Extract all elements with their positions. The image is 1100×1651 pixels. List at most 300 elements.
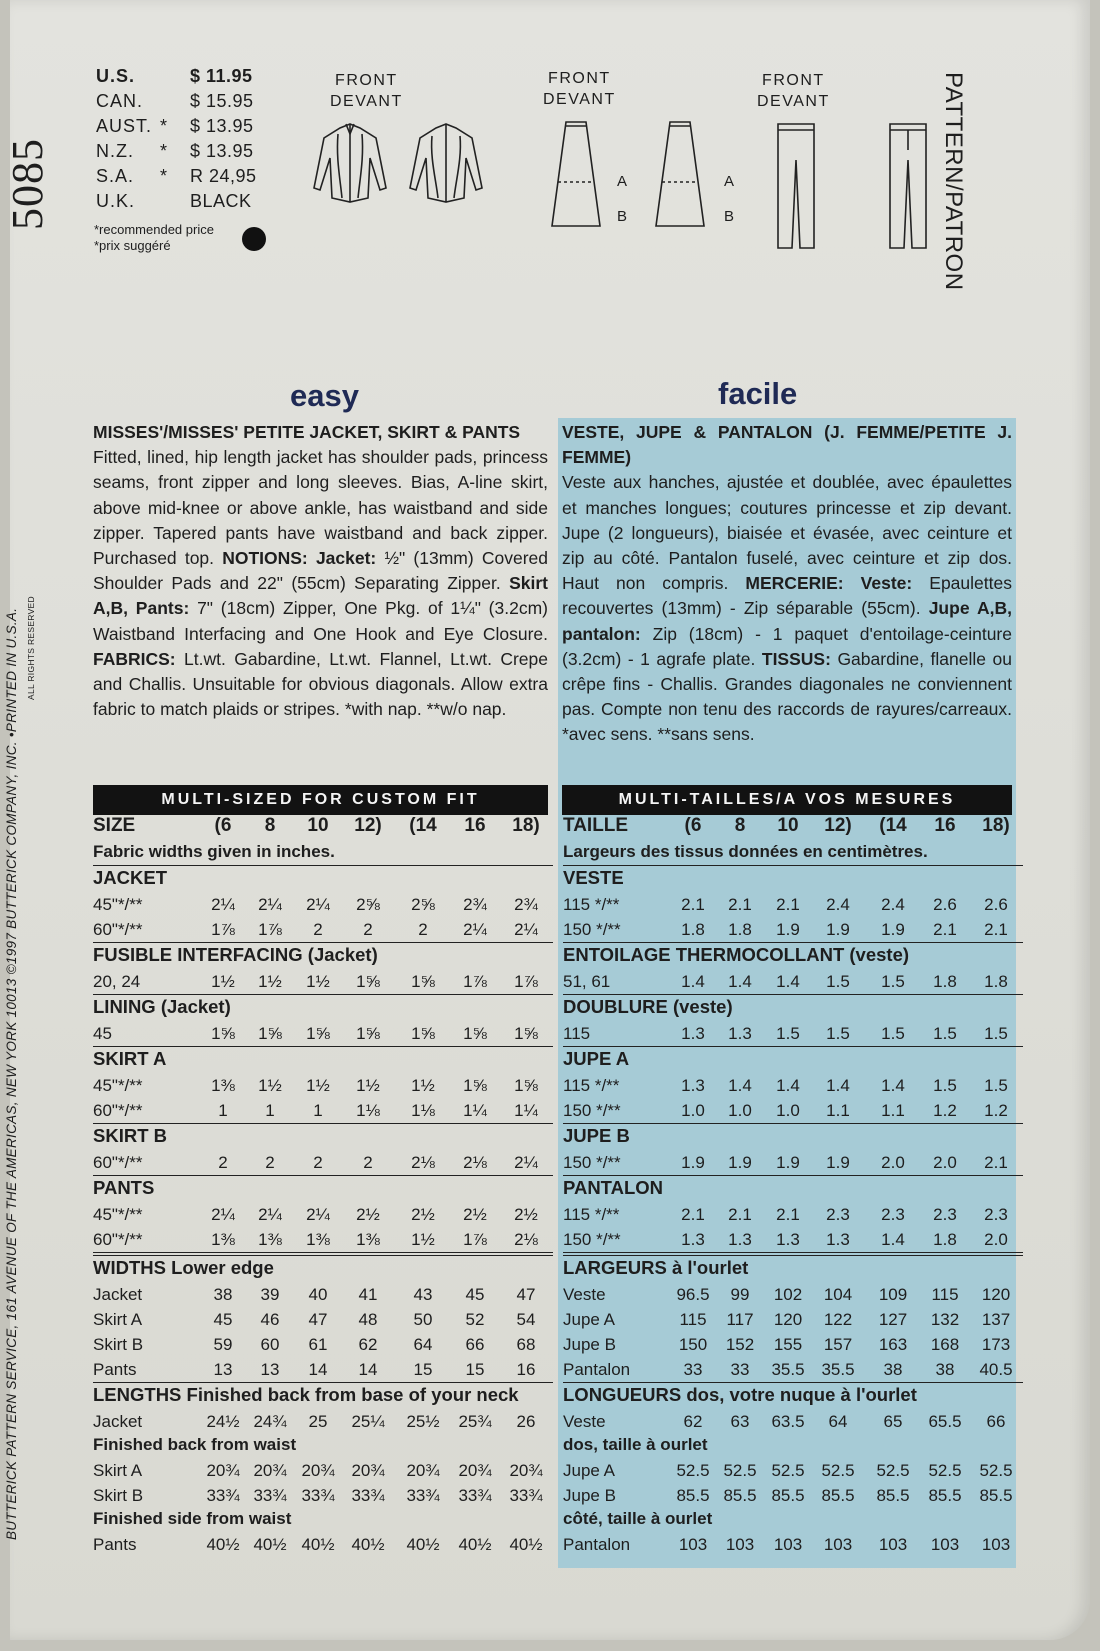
table-cell: 1⅞ (211, 920, 235, 939)
table-cell: 66 (986, 1412, 1006, 1431)
table-cell: 1.8 (933, 1230, 957, 1249)
table-cell: 39 (260, 1285, 280, 1304)
table-cell: 33¾ (406, 1486, 440, 1505)
table-cell: 2⅝ (356, 895, 380, 914)
table-cell: 2⅝ (411, 895, 435, 914)
row-label: Jacket (93, 1285, 143, 1304)
price-row: AUST. * $ 13.95 (96, 116, 254, 136)
table-cell: 1⅜ (356, 1230, 380, 1249)
section-heading (93, 1175, 553, 1202)
table-cell: 1⅜ (306, 1230, 330, 1249)
table-cell: 1.5 (984, 1024, 1008, 1043)
row-label: 20, 24 (93, 972, 141, 991)
row-label: SKIRT B (93, 1125, 167, 1146)
table-cell: 2 (363, 1153, 373, 1172)
table-cell: 120 (773, 1310, 803, 1329)
size-header-row (93, 815, 553, 841)
table-cell: 33¾ (206, 1486, 240, 1505)
table-cell: 1⅝ (411, 1024, 435, 1043)
table-cell: 1⅞ (463, 1230, 487, 1249)
view-b-label: B (617, 208, 628, 225)
table-cell: 24¾ (253, 1412, 287, 1431)
table-cell: 26 (516, 1412, 536, 1431)
table-cell: 163 (878, 1335, 908, 1354)
table-row (563, 892, 1023, 917)
row-label: Pantalon (563, 1535, 631, 1554)
pattern-number: 5085 (3, 138, 52, 230)
table-row (93, 1332, 553, 1357)
table-cell: 1.5 (826, 1024, 850, 1043)
table-cell: 61 (308, 1335, 328, 1354)
row-label: 115 */** (563, 1076, 620, 1095)
size-value: 12) (824, 815, 852, 836)
table-cell: 1.9 (776, 1153, 800, 1172)
table-cell: 2.1 (776, 895, 800, 914)
table-cell: 52.5 (979, 1461, 1013, 1480)
section-heading (563, 865, 1023, 892)
table-cell: 1½ (306, 972, 330, 991)
table-cell: 40½ (406, 1535, 440, 1554)
table-cell: 1.8 (933, 972, 957, 991)
table-cell: 1.0 (728, 1101, 752, 1120)
table-cell: 2 (363, 920, 373, 939)
section-heading (93, 942, 553, 969)
section-heading (563, 1046, 1023, 1073)
table-row (93, 1357, 553, 1382)
row-label: JUPE B (563, 1125, 630, 1146)
row-label: LARGEURS à l'ourlet (563, 1257, 749, 1278)
section-heading (563, 1382, 1023, 1409)
table-cell: 103 (773, 1535, 803, 1554)
description-fr (562, 420, 1012, 748)
view-label-pants: FRONT DEVANT (757, 72, 830, 110)
size-value: 10 (777, 815, 799, 836)
size-label: SIZE (93, 815, 136, 836)
widths-note-row (93, 841, 553, 865)
table-cell: 52.5 (876, 1461, 910, 1480)
row-label: 150 */** (563, 1230, 621, 1249)
row-label: 115 */** (563, 895, 620, 914)
table-cell: 1.9 (826, 920, 850, 939)
table-cell: 1¼ (514, 1101, 538, 1120)
table-cell: 64 (413, 1335, 433, 1354)
table-cell: 2.4 (881, 895, 905, 914)
price-row: U.S. $ 11.95 (96, 66, 253, 86)
table-cell: 120 (981, 1285, 1011, 1304)
yardage-table-en (93, 815, 553, 1557)
table-row (93, 1021, 553, 1046)
table-row (563, 917, 1023, 942)
row-label: Finished back from waist (93, 1435, 297, 1454)
heading-easy: easy (290, 378, 359, 413)
table-cell: 1½ (411, 1076, 435, 1095)
size-label: TAILLE (563, 815, 629, 836)
table-cell: 2½ (411, 1205, 435, 1224)
table-cell: 1.3 (728, 1024, 752, 1043)
table-row (93, 1409, 553, 1434)
widths-note: Largeurs des tissus données en centimètres. (563, 842, 928, 861)
table-cell: 20¾ (206, 1461, 240, 1480)
table-cell: 2 (218, 1153, 228, 1172)
table-cell: 25¾ (458, 1412, 492, 1431)
table-cell: 1.4 (776, 1076, 800, 1095)
row-label: JACKET (93, 867, 168, 888)
table-cell: 2¼ (463, 920, 487, 939)
row-label: 45"*/** (93, 1076, 143, 1095)
table-cell: 40½ (206, 1535, 240, 1554)
section-heading (563, 942, 1023, 969)
table-cell: 2¼ (306, 895, 330, 914)
table-cell: 1.3 (776, 1230, 800, 1249)
table-row (93, 969, 553, 994)
table-cell: 2¼ (258, 895, 282, 914)
table-cell: 15 (465, 1360, 485, 1379)
table-row (93, 1073, 553, 1098)
row-label: Jupe B (563, 1335, 616, 1354)
table-cell: 1⅜ (258, 1230, 282, 1249)
table-row (93, 1483, 553, 1508)
table-cell: 33¾ (253, 1486, 287, 1505)
section-heading (93, 1123, 553, 1150)
section-heading (93, 1382, 553, 1409)
table-row (563, 1202, 1023, 1227)
table-cell: 2.4 (826, 895, 850, 914)
description-body: Veste aux hanches, ajustée et doublée, avec épaulettes et manches longues; coutures princesse et zip devant. Jupe (2 longueurs), biaisée et évasée, avec ceinture et zip au côté. Pantalon fuselé, avec ceinture et zip dos. Haut non compris. MERCERIE: Veste: Epaulettes recouvertes (13mm) - Zip séparable (55cm). Jupe A,B, pantalon: Zip (18cm) - 1 paquet d'entoilage-ceinture (3.2cm) - 1 agrafe plate. TISSUS: Gabardine, flanelle ou crêpe fins - Challis. Grandes diagonales ne conviennent pas. Compte non tenu des raccords de rayures/carreaux. *avec sens. **sans sens. (562, 472, 1013, 745)
row-label: 45"*/** (93, 1205, 143, 1224)
table-cell: 2¾ (463, 895, 487, 914)
size-value: 18) (982, 815, 1010, 836)
row-label: 150 */** (563, 1153, 621, 1172)
table-cell: 2.3 (826, 1205, 850, 1224)
row-label: Jupe B (563, 1486, 616, 1505)
size-value: (14 (409, 815, 437, 836)
table-cell: 122 (823, 1310, 853, 1329)
description-title: MISSES'/MISSES' PETITE JACKET, SKIRT & PANTS (93, 422, 521, 442)
table-row (93, 1458, 553, 1483)
table-cell: 1.5 (826, 972, 850, 991)
table-cell: 2.0 (881, 1153, 905, 1172)
table-cell: 85.5 (928, 1486, 962, 1505)
table-cell: 109 (878, 1285, 908, 1304)
table-cell: 137 (981, 1310, 1011, 1329)
table-cell: 2.1 (984, 1153, 1008, 1172)
table-cell: 1½ (411, 1230, 435, 1249)
widths-note: Fabric widths given in inches. (93, 842, 335, 861)
table-row (563, 1458, 1023, 1483)
table-cell: 33¾ (458, 1486, 492, 1505)
table-cell: 2¼ (258, 1205, 282, 1224)
table-cell: 14 (358, 1360, 378, 1379)
section-heading (563, 994, 1023, 1021)
table-cell: 2¾ (514, 895, 538, 914)
row-label: PANTS (93, 1177, 155, 1198)
heading-facile: facile (718, 376, 798, 411)
table-cell: 48 (358, 1310, 378, 1329)
table-cell: 33 (683, 1360, 703, 1379)
pattern-label: PATTERN/PATRON (940, 72, 967, 291)
table-cell: 1.5 (881, 972, 905, 991)
table-cell: 2¼ (514, 920, 538, 939)
row-label: 150 */** (563, 1101, 621, 1120)
table-cell: 33¾ (301, 1486, 335, 1505)
section-heading (563, 1252, 1023, 1282)
table-cell: 43 (413, 1285, 433, 1304)
table-cell: 85.5 (876, 1486, 910, 1505)
row-label: dos, taille à ourlet (563, 1435, 708, 1454)
table-cell: 103 (981, 1535, 1011, 1554)
table-cell: 16 (516, 1360, 536, 1379)
table-cell: 85.5 (676, 1486, 710, 1505)
table-row (93, 1532, 553, 1557)
table-cell: 1.5 (881, 1024, 905, 1043)
banner-fr: MULTI-TAILLES/A VOS MESURES (562, 785, 1012, 815)
row-label: WIDTHS Lower edge (93, 1257, 274, 1278)
table-row (563, 1483, 1023, 1508)
table-cell: 1.3 (826, 1230, 850, 1249)
table-row (563, 1332, 1023, 1357)
table-cell: 152 (725, 1335, 755, 1354)
table-cell: 40½ (253, 1535, 287, 1554)
widths-note-row (563, 841, 1023, 865)
table-cell: 115 (931, 1285, 959, 1304)
table-cell: 38 (935, 1360, 955, 1379)
table-cell: 1⅞ (514, 972, 538, 991)
table-cell: 52 (465, 1310, 485, 1329)
row-label: Veste (563, 1412, 606, 1431)
table-cell: 99 (730, 1285, 750, 1304)
row-label: Skirt A (93, 1461, 143, 1480)
table-cell: 38 (883, 1360, 903, 1379)
row-label: côté, taille à ourlet (563, 1509, 713, 1528)
row-label: LONGUEURS dos, votre nuque à l'ourlet (563, 1384, 917, 1405)
row-label: LINING (Jacket) (93, 996, 231, 1017)
row-label: 60"*/** (93, 1153, 143, 1172)
row-label: Skirt B (93, 1486, 144, 1505)
table-cell: 1.2 (933, 1101, 957, 1120)
table-cell: 52.5 (771, 1461, 805, 1480)
row-label: Skirt B (93, 1335, 144, 1354)
side-copyright: BUTTERICK PATTERN SERVICE, 161 AVENUE OF THE AMERICAS, NEW YORK 10013 ©1997 BUTTERICK COMPANY, INC. •PRINTED IN U.S.A. (4, 607, 19, 1540)
row-label: 115 (563, 1024, 591, 1043)
price-list (96, 66, 276, 216)
size-value: 18) (512, 815, 540, 836)
table-cell: 1½ (306, 1076, 330, 1095)
section-heading (93, 1252, 553, 1282)
table-cell: 157 (823, 1335, 853, 1354)
table-cell: 63.5 (771, 1412, 805, 1431)
table-cell: 1⅝ (463, 1024, 487, 1043)
row-label: DOUBLURE (veste) (563, 996, 733, 1017)
table-cell: 2¼ (211, 1205, 235, 1224)
table-cell: 1⅞ (258, 920, 282, 939)
table-cell: 68 (516, 1335, 536, 1354)
table-cell: 2⅛ (411, 1153, 435, 1172)
table-row (563, 1150, 1023, 1175)
table-cell: 1⅛ (411, 1101, 435, 1120)
table-cell: 1⅝ (463, 1076, 487, 1095)
table-cell: 1 (313, 1101, 323, 1120)
table-cell: 45 (465, 1285, 485, 1304)
table-cell: 1.8 (681, 920, 705, 939)
price-note: *recommended price *prix suggéré (94, 222, 214, 253)
table-cell: 1 (218, 1101, 228, 1120)
table-cell: 1⅜ (211, 1230, 235, 1249)
pants-sketch-icon (770, 120, 940, 252)
section-heading (563, 1508, 1023, 1532)
table-cell: 2.1 (681, 895, 705, 914)
table-cell: 2.1 (776, 1205, 800, 1224)
table-cell: 2 (418, 920, 428, 939)
table-cell: 33¾ (351, 1486, 385, 1505)
size-value: (14 (879, 815, 907, 836)
row-label: 45 (93, 1024, 112, 1043)
section-heading (563, 1123, 1023, 1150)
table-cell: 132 (930, 1310, 960, 1329)
table-cell: 2.6 (933, 895, 957, 914)
table-cell: 54 (516, 1310, 536, 1329)
row-label: 45"*/** (93, 895, 143, 914)
table-cell: 1.1 (826, 1101, 850, 1120)
table-cell: 62 (683, 1412, 703, 1431)
table-cell: 1¼ (463, 1101, 487, 1120)
table-cell: 66 (465, 1335, 485, 1354)
table-row (563, 1409, 1023, 1434)
table-cell: 2.1 (933, 920, 957, 939)
table-cell: 24½ (206, 1412, 240, 1431)
table-row (563, 1307, 1023, 1332)
table-cell: 1⅝ (306, 1024, 330, 1043)
banner-en: MULTI-SIZED FOR CUSTOM FIT (93, 785, 548, 815)
row-label: Jupe A (563, 1461, 615, 1480)
table-cell: 103 (725, 1535, 755, 1554)
table-cell: 2.0 (984, 1230, 1008, 1249)
table-cell: 2.1 (984, 920, 1008, 939)
table-cell: 33 (730, 1360, 750, 1379)
table-cell: 1.1 (881, 1101, 905, 1120)
table-cell: 2½ (463, 1205, 487, 1224)
table-cell: 38 (213, 1285, 233, 1304)
table-cell: 1⅛ (356, 1101, 380, 1120)
table-cell: 2.6 (984, 895, 1008, 914)
size-value: 8 (264, 815, 276, 836)
table-cell: 2.1 (728, 1205, 752, 1224)
table-cell: 50 (413, 1310, 433, 1329)
view-a-label: A (724, 173, 735, 190)
table-cell: 35.5 (821, 1360, 855, 1379)
table-cell: 14 (308, 1360, 328, 1379)
table-cell: 60 (260, 1335, 280, 1354)
table-row (563, 1282, 1023, 1307)
table-cell: 63 (730, 1412, 750, 1431)
row-label: LENGTHS Finished back from base of your neck (93, 1384, 519, 1405)
table-cell: 2.3 (984, 1205, 1008, 1224)
table-cell: 1.4 (881, 1076, 905, 1095)
row-label: 51, 61 (563, 972, 611, 991)
table-cell: 2.1 (681, 1205, 705, 1224)
table-row (93, 1202, 553, 1227)
row-label: 150 */** (563, 920, 621, 939)
table-cell: 1.5 (984, 1076, 1008, 1095)
table-row (563, 1098, 1023, 1123)
table-cell: 2 (313, 920, 323, 939)
table-cell: 13 (260, 1360, 280, 1379)
view-label-skirt: FRONT DEVANT (543, 70, 616, 108)
table-cell: 40½ (301, 1535, 335, 1554)
table-cell: 47 (308, 1310, 328, 1329)
price-row: S.A. * R 24,95 (96, 166, 257, 186)
price-row: N.Z. * $ 13.95 (96, 141, 254, 161)
table-row (93, 1307, 553, 1332)
table-cell: 103 (878, 1535, 908, 1554)
table-cell: 1.8 (728, 920, 752, 939)
table-cell: 1.5 (776, 1024, 800, 1043)
table-cell: 1.9 (728, 1153, 752, 1172)
table-cell: 1.4 (826, 1076, 850, 1095)
table-cell: 1⅝ (514, 1076, 538, 1095)
table-cell: 85.5 (771, 1486, 805, 1505)
table-cell: 65.5 (928, 1412, 962, 1431)
table-cell: 2 (265, 1153, 275, 1172)
table-cell: 1.9 (776, 920, 800, 939)
row-label: 60"*/** (93, 920, 143, 939)
table-cell: 33¾ (509, 1486, 543, 1505)
table-cell: 2⅛ (514, 1230, 538, 1249)
table-row (93, 1150, 553, 1175)
table-cell: 47 (516, 1285, 536, 1304)
table-cell: 1.9 (881, 920, 905, 939)
table-cell: 103 (823, 1535, 853, 1554)
table-cell: 150 (678, 1335, 708, 1354)
row-label: Jacket (93, 1412, 143, 1431)
table-cell: 52.5 (676, 1461, 710, 1480)
table-cell: 1.0 (776, 1101, 800, 1120)
table-cell: 115 (679, 1310, 707, 1329)
table-cell: 25 (308, 1412, 328, 1431)
table-cell: 40½ (509, 1535, 543, 1554)
row-label: 60"*/** (93, 1230, 143, 1249)
table-cell: 2.3 (933, 1205, 957, 1224)
section-heading (93, 865, 553, 892)
table-cell: 2¼ (514, 1153, 538, 1172)
section-heading (93, 1508, 553, 1532)
table-cell: 1⅞ (463, 972, 487, 991)
table-cell: 1⅝ (411, 972, 435, 991)
description-title: VESTE, JUPE & PANTALON (J. FEMME/PETITE J. FEMME) (562, 422, 1012, 468)
table-cell: 2½ (514, 1205, 538, 1224)
table-cell: 40 (308, 1285, 328, 1304)
table-cell: 1 (265, 1101, 275, 1120)
price-row: CAN. $ 15.95 (96, 91, 254, 111)
table-cell: 1.3 (681, 1024, 705, 1043)
table-cell: 59 (213, 1335, 233, 1354)
table-cell: 2.0 (933, 1153, 957, 1172)
table-cell: 1.4 (881, 1230, 905, 1249)
description-body: Fitted, lined, hip length jacket has shoulder pads, princess seams, front zipper and long sleeves. Bias, A-line skirt, above mid-knee or above ankle, has waistband and side zipper. Tapered pants have waistband and back zipper. Purchased top. NOTIONS: Jacket: ½" (13mm) Covered Shoulder Pads and 22" (55cm) Separating Zipper. Skirt A,B, Pants: 7" (18cm) Zipper, One Pkg. of 1¼" (3.2cm) Waistband Interfacing and One Hook and Eye Closure. FABRICS: Lt.wt. Gabardine, Lt.wt. Flannel, Lt.wt. Crepe and Challis. Unsuitable for obvious diagonals. Allow extra fabric to match plaids or stripes. *with nap. **w/o nap. (93, 447, 548, 720)
table-cell: 103 (678, 1535, 708, 1554)
table-cell: 2.1 (728, 895, 752, 914)
table-row (93, 1098, 553, 1123)
table-row (93, 1227, 553, 1252)
table-cell: 96.5 (676, 1285, 710, 1304)
size-value: 8 (734, 815, 746, 836)
table-cell: 1⅝ (211, 1024, 235, 1043)
table-cell: 102 (773, 1285, 803, 1304)
table-row (93, 892, 553, 917)
size-value: 16 (934, 815, 956, 836)
table-cell: 85.5 (979, 1486, 1013, 1505)
table-cell: 1⅝ (356, 972, 380, 991)
yardage-table-fr (563, 815, 1023, 1557)
